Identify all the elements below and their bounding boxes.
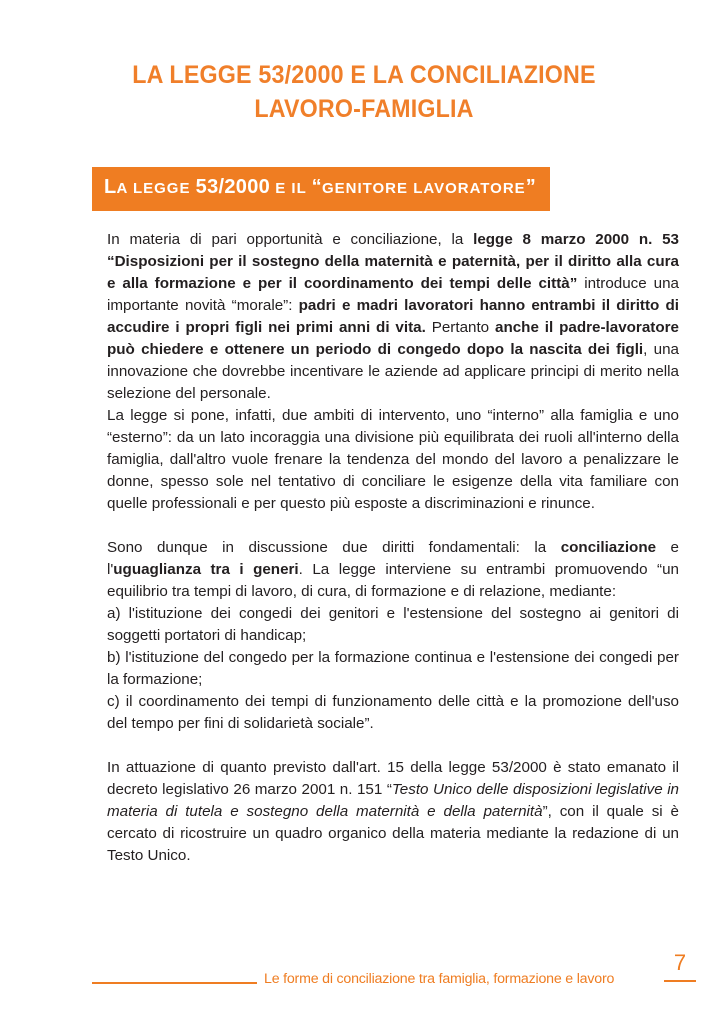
- page-title: [25, 58, 702, 126]
- text-run: a) l'istituzione dei congedi dei genitori e l'estensione del sostegno ai genitori di soggetti portatori di handicap;: [107, 605, 679, 644]
- section-heading-part1-small: A LEGGE: [116, 180, 196, 197]
- section-heading-part2: 53/2000: [195, 176, 271, 198]
- section-heading-part1-big: L: [104, 176, 117, 198]
- section-banner: [92, 167, 550, 211]
- page-title-line2: LAVORO-FAMIGLIA: [254, 95, 474, 123]
- text-run: conciliazione: [560, 539, 657, 556]
- text-run: , una innovazione che dovrebbe incentivare le aziende ad applicare principi di merito nella selezione del personale.: [107, 341, 680, 402]
- page-number-rule: [664, 980, 696, 982]
- section-heading-part4: “: [311, 176, 322, 198]
- text-run: In attuazione di quanto previsto dall'art. 15 della legge 53/2000 è stato emanato il decreto legislativo 26 marzo 2001 n. 151 “: [107, 759, 679, 798]
- text-run: Pertanto: [425, 319, 496, 336]
- page-title-line1: LA LEGGE 53/2000 E LA CONCILIAZIONE: [132, 61, 596, 89]
- text-run: legge 8 marzo 2000 n. 53 “Disposizioni per il sostegno della maternità e paternità, per il diritto alla cura e alla formazione e per il coordinamento dei tempi delle città”: [107, 231, 680, 292]
- footer-title: Le forme di conciliazione tra famiglia, formazione e lavoro: [264, 971, 615, 987]
- paragraph-intro: [107, 229, 679, 405]
- body-text: [107, 229, 679, 867]
- text-run: Testo Unico delle disposizioni legislative in materia di tutela e sostegno della maternità e della paternità: [107, 781, 680, 820]
- page-number: 7: [673, 950, 687, 975]
- list-item-c: [107, 691, 679, 735]
- text-run: introduce una importante novità “morale”:: [107, 275, 679, 314]
- paragraph-diritti: [107, 537, 679, 603]
- section-heading: [104, 176, 536, 199]
- text-run: La legge si pone, infatti, due ambiti di intervento, uno “interno” alla famiglia e uno “esterno”: da un lato incoraggia una divisione più equilibrata dei ruoli all'interno della famiglia, dall'altro vuole frenare la tendenza del mondo del lavoro a penalizzare le donne, spesso sole nel tentativo di conciliare le esigenze della vita familiare con quelle professionali e per questo più esposte a discriminazioni e rinunce.: [107, 407, 679, 512]
- section-heading-part5-small: GENITORE LAVORATORE: [321, 180, 526, 197]
- text-run: c) il coordinamento dei tempi di funzionamento delle città e la promozione dell'uso del tempo per fini di solidarietà sociale”.: [107, 693, 679, 732]
- text-run: uguaglianza tra i generi: [113, 561, 299, 578]
- text-run: . La legge interviene su entrambi promuovendo “un equilibrio tra tempi di lavoro, di cura, di formazione e di relazione, mediante:: [107, 561, 679, 600]
- text-run: ”, con il quale si è cercato di ricostruire un quadro organico della materia mediante la redazione di un Testo Unico.: [107, 803, 679, 864]
- paragraph-attuazione: [107, 757, 679, 867]
- section-heading-part6: ”: [525, 176, 537, 198]
- section-heading-part3-small: E IL: [270, 180, 312, 197]
- paragraph-ambiti: [107, 405, 679, 515]
- list-item-b: [107, 647, 679, 691]
- footer-rule: [92, 982, 257, 984]
- text-run: b) l'istituzione del congedo per la formazione continua e l'estensione dei congedi per la formazione;: [107, 649, 679, 688]
- text-run: Sono dunque in discussione due diritti fondamentali: la: [107, 539, 561, 556]
- list-item-a: [107, 603, 679, 647]
- text-run: In materia di pari opportunità e conciliazione, la: [107, 231, 474, 248]
- text-run: padri e madri lavoratori hanno entrambi il diritto di accudire i propri figli nei primi anni di vita.: [107, 297, 679, 336]
- text-run: anche il padre-lavoratore può chiedere e ottenere un periodo di congedo dopo la nascita dei figli: [107, 319, 679, 358]
- text-run: e l': [107, 539, 680, 578]
